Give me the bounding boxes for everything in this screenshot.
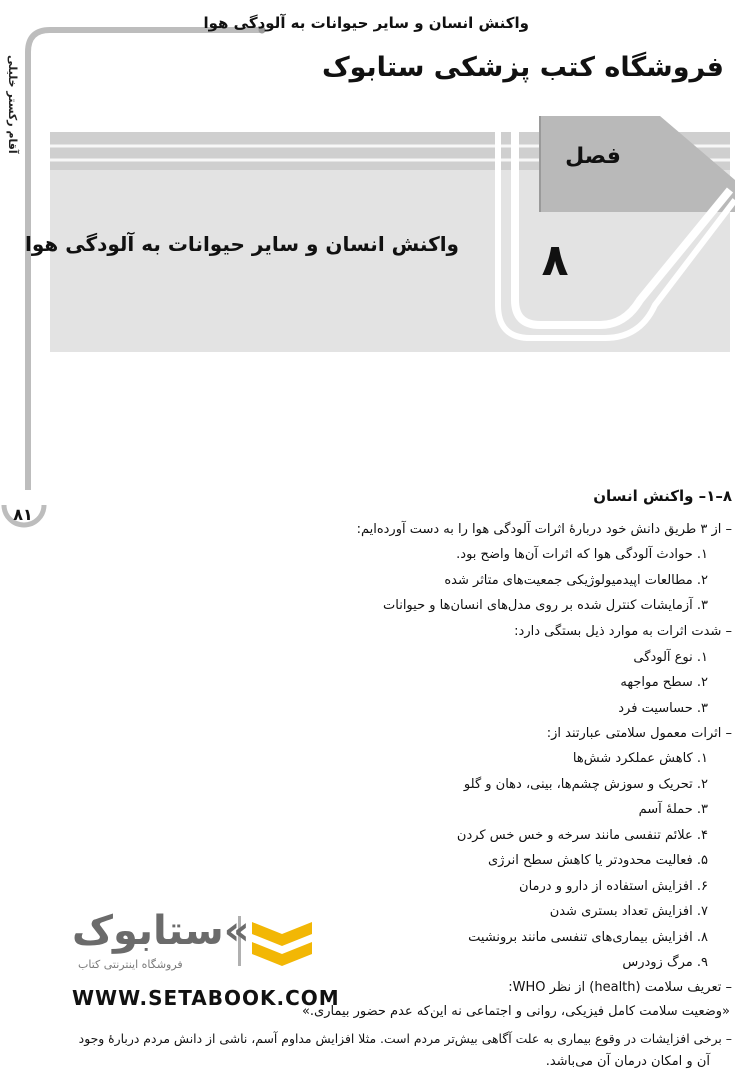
- body-line: «وضعیت سلامت کامل فیزیکی، روانی و اجتماعی نه این‌که عدم حضور بیماری.»: [301, 1004, 730, 1019]
- body-line: آن و امکان درمان آن می‌باشد.: [545, 1054, 710, 1069]
- body-line: ۸. افزایش بیماری‌های تنفسی مانند برونشیت: [468, 930, 708, 945]
- body-line: ۱. کاهش عملکرد شش‌ها: [572, 751, 708, 766]
- body-line: ۷. افزایش تعداد بستری شدن: [549, 904, 708, 919]
- store-title: فروشگاه کتب پزشکی ستابوک: [321, 52, 724, 83]
- chapter-number: ۸: [541, 235, 569, 286]
- body-line: ۳. حساسیت فرد: [618, 701, 708, 716]
- body-line: – برخی افزایشات در وقوع بیماری به علت آگاهی بیش‌تر مردم است. مثلا افزایش مداوم آسم، ناشی از دانش مردم دربارهٔ وجود: [78, 1031, 732, 1046]
- side-author-label: آقام رکستر خلیلی: [6, 55, 19, 154]
- setabook-logo-text: ستابوک«: [72, 908, 250, 954]
- body-line: ۲. مطالعات اپیدمیولوژیکی جمعیت‌های متاثر شده: [444, 573, 708, 588]
- body-line: – تعریف سلامت (health) از نظر WHO:: [508, 980, 732, 995]
- body-line: ۳. حملهٔ آسم: [638, 802, 708, 817]
- body-line: ۶. افزایش استفاده از دارو و درمان: [519, 879, 708, 894]
- body-line: – از ۳ طریق دانش خود دربارهٔ اثرات آلودگی هوا را به دست آورده‌ایم:: [356, 522, 732, 537]
- body-line: ۳. آزمایشات کنترل شده بر روی مدل‌های انسان‌ها و حیوانات: [383, 598, 708, 613]
- body-line: – شدت اثرات به موارد ذیل بستگی دارد:: [514, 624, 732, 639]
- body-line: ۲. تحریک و سوزش چشم‌ها، بینی، دهان و گلو: [463, 777, 708, 792]
- section-heading: ۸–۱– واکنش انسان: [593, 487, 732, 505]
- body-line: ۵. فعالیت محدودتر یا کاهش سطح انرژی: [487, 853, 708, 868]
- running-header: واکنش انسان و سایر حیوانات به آلودگی هوا: [203, 14, 529, 32]
- setabook-logo-subtitle: فروشگاه اینترنتی کتاب: [78, 958, 183, 971]
- body-line: ۱. حوادث آلودگی هوا که اثرات آن‌ها واضح بود.: [456, 547, 708, 562]
- body-line: ۴. علائم تنفسی مانند سرخه و خس خس کردن: [456, 828, 708, 843]
- chapter-title: واکنش انسان و سایر حیوانات به آلودگی هوا: [25, 232, 459, 256]
- body-line: – اثرات معمول سلامتی عبارتند از:: [546, 726, 732, 741]
- setabook-logo-mark: [238, 912, 318, 972]
- body-line: ۹. مرگ زودرس: [622, 955, 708, 970]
- page-number: ۸۱: [13, 505, 33, 524]
- body-line: ۱. نوع آلودگی: [633, 650, 708, 665]
- body-line: ۲. سطح مواجهه: [620, 675, 708, 690]
- setabook-url: WWW.SETABOOK.COM: [72, 986, 340, 1010]
- chapter-label: فصل: [565, 144, 621, 169]
